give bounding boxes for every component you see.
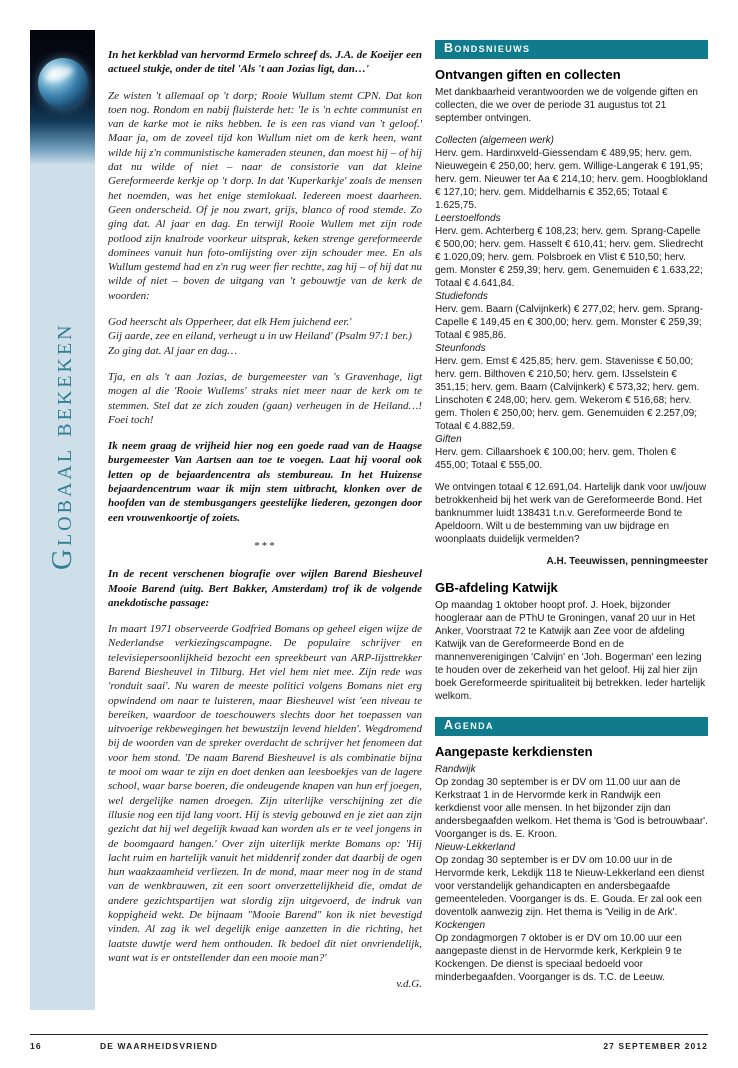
gift-category xyxy=(435,342,708,433)
gift-category xyxy=(435,433,708,472)
section-separator: *** xyxy=(253,539,277,552)
agenda-item-text: Op zondag 30 september is er DV om 10.00 uur in de Hervormde kerk, Lekdijk 118 te Nieuw-Lekkerland een dienst voor verstandelijk gehandicapten en andersbegaafde gemeenteleden. Voorganger is ds. E. Gouda. Er zal ook een doventolk aanwezig zijn. Het thema is 'Veilig in de Ark'. xyxy=(435,855,705,918)
treasurer-signature: A.H. Teeuwissen, penningmeester xyxy=(546,556,708,567)
psalm-line: Gij aarde, zee en eiland, verheugt u in uw Heiland' (Psalm 97:1 ber.) xyxy=(108,330,412,343)
agenda-place-label: Kockengen xyxy=(435,920,486,931)
bondsnieuws-section-bar xyxy=(435,40,708,59)
katwijk-heading: GB-afdeling Katwijk xyxy=(435,580,558,595)
article-bio-intro-paragraph: In de recent verschenen biografie over wijlen Barend Biesheuvel Mooie Barend (uitg. Bert Bakker, Amsterdam) trof ik de volgende anekdotische passage: xyxy=(108,568,422,609)
agenda-heading: Aangepaste kerkdiensten xyxy=(435,744,593,759)
gift-category xyxy=(435,212,708,290)
agenda-item-text: Op zondag 30 september is er DV om 11.00 uur aan de Kerkstraat 1 in de Hervormde kerk in Randwijk een kerkdienst voor alle mensen. In het bijzonder zijn dan andersbegaafden welkom. Het thema is 'God is betrouwbaar'. Voorganger is ds. E. Kroon. xyxy=(435,777,708,840)
gift-category xyxy=(435,290,708,342)
agenda-item-text: Op zondagmorgen 7 oktober is er DV om 10.00 uur een aangepaste dienst in de Hervormde kerk, Kerkplein 9 te Kockengen. De dienst is speciaal bedoeld voor minderbegaafden. Voorganger is ds. T.C. de Leeuw. xyxy=(435,933,682,983)
gift-category-amounts: Herv. gem. Cillaarshoek € 100,00; herv. gem. Tholen € 455,00; Totaal € 555,00. xyxy=(435,447,677,471)
gift-category-label: Collecten (algemeen werk) xyxy=(435,135,554,146)
page-footer xyxy=(30,1034,708,1051)
article-quote-paragraph: Tja, en als 't aan Jozias, de burgemeester van 's Gravenhage, ligt mogen al die 'Rooie Wullems' straks niet meer naar de kerk om te stemmen. Stel dat ze zich zouden (gaan) verheugen in de Heiland…! Foei toch! xyxy=(108,370,422,426)
gift-category-label: Studiefonds xyxy=(435,291,488,302)
gift-category-amounts: Herv. gem. Emst € 425,85; herv. gem. Stavenisse € 50,00; herv. gem. Bilthoven € 210,50; herv. gem. IJsselstein € 351,15; herv. gem. Baarn (Calvijnkerk) € 573,32; herv. gem. Linschoten € 248,00; herv. gem. Wekerom € 516,68; herv. gem. Tholen € 250,00; herv. gem. Genemuiden € 2.257,09; Totaal € 4.882,59. xyxy=(435,356,700,432)
column-sidebar xyxy=(30,30,95,1010)
article-globaal-bekeken xyxy=(108,48,422,992)
gift-category-amounts: Herv. gem. Hardinxveld-Giessendam € 489,95; herv. gem. Nieuwegein € 250,00; herv. gem. Willige-Langerak € 191,95; herv. gem. Nieuwer ter Aa € 214,10; herv. gem. Hoogblokland € 127,10; herv. gem. Middelharnis € 352,65; Totaal € 1.625,75. xyxy=(435,148,708,211)
article-comment-paragraph: Ik neem graag de vrijheid hier nog een goede raad van de Haagse burgemeester Van Aartsen aan toe te voegen. Laat hij vooral ook letten op de bejaardencentra als stembureau. In het Huizense bejaardencentrum waar ik mijn stem uitbracht, klonken over de hoofden van de stembusgangers geestelijke liederen, gezongen door een vrouwenkoortje of zoiets. xyxy=(108,440,422,524)
news-column xyxy=(435,40,708,984)
gift-category-label: Leerstoelfonds xyxy=(435,213,501,224)
gift-category-amounts: Herv. gem. Achterberg € 108,23; herv. gem. Sprang-Capelle € 500,00; herv. gem. Hasselt € 610,41; herv. gem. Sliedrecht € 1.020,09; herv. gem. Polsbroek en Vlist € 510,50; herv. gem. Monster € 259,39; herv. gem. Genemuiden € 1.633,22; Totaal € 4.641,84. xyxy=(435,226,704,289)
agenda-section-label: Agenda xyxy=(444,718,494,732)
earth-icon xyxy=(38,58,88,108)
globe-photo xyxy=(30,30,95,165)
article-intro-paragraph: In het kerkblad van hervormd Ermelo schreef ds. J.A. de Koeijer een actueel stukje, onder de titel 'Als 't aan Jozias ligt, dan…' xyxy=(108,49,422,76)
bondsnieuws-section-label: Bondsnieuws xyxy=(444,41,531,55)
agenda-place-label: Randwijk xyxy=(435,764,476,775)
magazine-title: DE WAARHEIDSVRIEND xyxy=(100,1041,219,1051)
gifts-intro: Met dankbaarheid verantwoorden we de volgende giften en collecten, die we over de periode 31 augustus tot 21 september ontvingen. xyxy=(435,87,698,124)
gift-category-label: Giften xyxy=(435,434,462,445)
gifts-closing: We ontvingen totaal € 12.691,04. Hartelijk dank voor uw/jouw betrokkenheid bij het werk van de Gereformeerde Bond. Het banknummer luidt 138431 t.n.v. Gereformeerde Bond te Apeldoorn. Wilt u de bestemming van uw bijdrage en woonplaats duidelijk vermelden? xyxy=(435,482,707,545)
agenda-item xyxy=(435,763,708,841)
gift-category-amounts: Herv. gem. Baarn (Calvijnkerk) € 277,02; herv. gem. Sprang-Capelle € 149,45 en € 300,00; herv. gem. Monster € 259,39; Totaal € 985,86. xyxy=(435,304,704,341)
psalm-line: God heerscht als Opperheer, dat elk Hem juichend eer.' xyxy=(108,316,352,329)
gift-category xyxy=(435,134,708,212)
page-number: 16 xyxy=(30,1041,42,1051)
issue-date: 27 SEPTEMBER 2012 xyxy=(603,1041,708,1051)
agenda-section-bar xyxy=(435,717,708,736)
katwijk-text: Op maandag 1 oktober hoopt prof. J. Hoek, bijzonder hoogleraar aan de PThU te Groningen, vanaf 20 uur in Het Anker, Voorstraat 72 te Katwijk aan Zee voor de afdeling Katwijk van de Gereformeerde Bond en de mannenverenigingen 'Calvijn' en 'Joh. Bogerman' een lezing te houden over de zekerheid van het geloof. Hij zal hier zijn boek Gereformeerde spiritualiteit bij betrekken. Ieder hartelijk welkom. xyxy=(435,600,706,702)
agenda-place-label: Nieuw-Lekkerland xyxy=(435,842,516,853)
gift-category-label: Steunfonds xyxy=(435,343,486,354)
psalm-line: Zo ging dat. Al jaar en dag… xyxy=(108,344,238,357)
agenda-item xyxy=(435,919,708,984)
article-quote-paragraph: Ze wisten 't allemaal op 't dorp; Rooie Wullum stemt CPN. Dat kon toen nog. Rondom en nabij fluisterde het: 'Ie is 'n echte communist en van de karke mot ie niks hebben. Ie is een ras viand van 't geloof.' Maar ja, om de zoveel tijd kon Wullum niet om de kerk heen, want wilde hij z'n communistische kameraden steunen, dan moest hij – of hij dat nu wilde of niet – naar de consistorie van dat kleine Gereformeerde kerkje op 't dorp. In dat 'Kuperkarkje' zoals de mensen het noemden, was het enige stemlokaal. Iedereen moest daarheen. Geen onderscheid. Of je nou zwart, grijs, blanco of rood stemde. Zo ging dat. Al jaar en dag. En terwijl Rooie Wullem met zijn rode potlood zijn knalrode voorkeur uitsprak, keken strenge gereformeerde dominees vanuit hun foto-omlijsting over zijn schouder mee. En als Wullum gestemd had en z'n rug weer fier rechtte, zag hij – of hij dat nu wilde of niet – boven de uitgang van 't gebouwtje van de kerk de woorden: xyxy=(108,89,422,302)
gifts-heading: Ontvangen giften en collecten xyxy=(435,67,621,82)
agenda-item xyxy=(435,841,708,919)
article-bio-quote-paragraph: In maart 1971 observeerde Godfried Bomans op geheel eigen wijze de Nederlandse verkiezingscampagne. De populaire schrijver en televisiepersoonlijkheid bezocht een spreekbeurt van ARP-lijsttrekker Barend Biesheuvel in Tilburg. Het viel hem niet mee. Zijn rede was 'ronduit saai'. Nu waren de meeste politici volgens Bomans niet erg opwindend om naar te luisteren, maar Biesheuvel wist 'een niveau te bereiken, waardoor de toeschouwers slechts door het toepassen van uitvoerige rekbewegingen het bewustzijn levend hielden'. Wegdromend bij de woorden van de spreker overdacht de schrijver het fenomeen dat voor hem stond. 'De naam Barend Biesheuvel is als combinatie bijna te mooi om waar te zijn en doet denken aan leesboekjes van de lagere school, waar barse boeren, die ondeugende knapen van hun erf joegen, wel dergelijke namen droegen. Zijn uiterlijke verschijning zet die illusie nog een tijd lang voort. Hij is stevig gebouwd en je ziet aan zijn gezicht dat hij wel degelijk kwaad kan worden als er te veel jongens in de boomgaard hangen.' Over zijn uiterlijk merkte Bomans op: 'Hij lacht ruim en hartelijk vanuit het middenrif zonder dat daarbij de ogen hun waakzaamheid verliezen. In de mond, maar meer nog in de stand van de wenkbrauwen, zit een soort onverzettelijkheid die, omdat de andere gezichtspartijen wat slordig zijn uitgevoerd, de indruk van koppigheid wekt. De bijnaam "Mooie Barend" kon ik niet bevestigd vinden. Al zag ik wel degelijk enige aanzetten in die richting, het laatste duwtje werd hem onthouden. Ik bedoel dit niet onvriendelijk, want wat is er ontstellender dan een mooie man?' xyxy=(108,623,422,964)
column-title-vertical: Globaal bekeken xyxy=(46,322,78,570)
article-author-initials: v.d.G. xyxy=(396,978,422,991)
